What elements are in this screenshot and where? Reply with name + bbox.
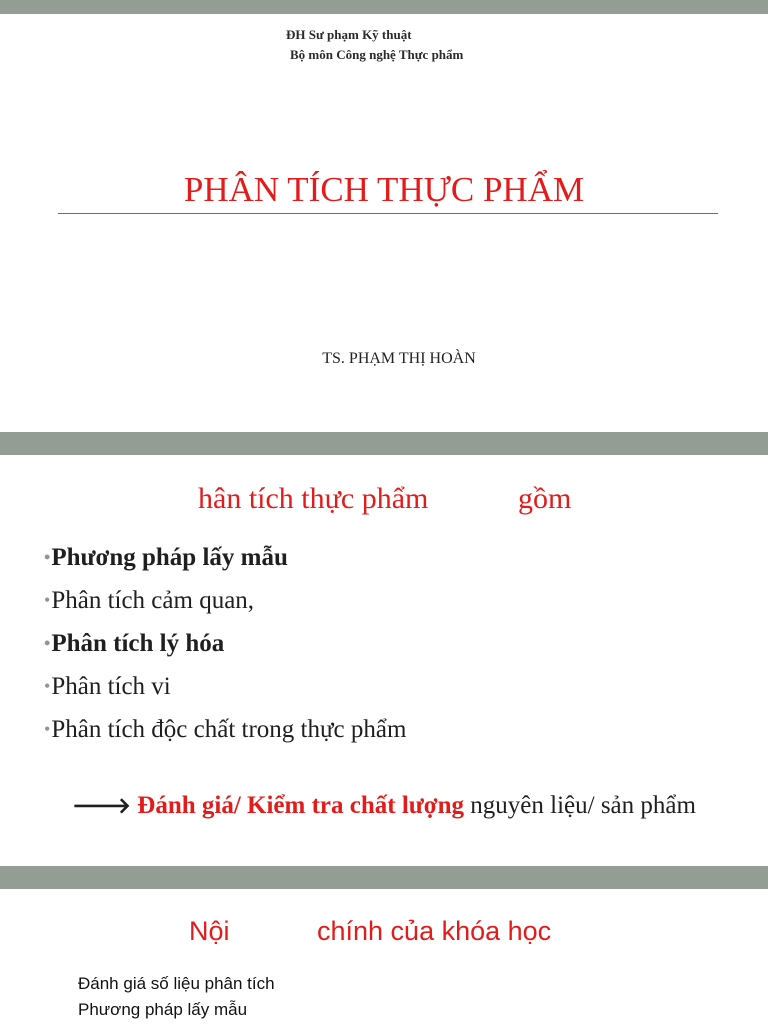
list-item-text: Phân tích độc chất trong thực phẩm	[51, 716, 407, 743]
slide-heading-right: gồm	[518, 482, 572, 515]
arrow-right-icon: 🡒	[72, 794, 132, 819]
author-name: TS. PHẠM THỊ HOÀN	[322, 350, 476, 367]
list-item	[44, 537, 406, 580]
conclusion-rest: nguyên liệu/ sản phẩm	[470, 792, 696, 819]
conclusion-text	[0, 789, 768, 824]
list-item-text: Phân tích cảm quan,	[51, 587, 255, 614]
list-item-text: Phân tích lý hóa	[51, 630, 225, 657]
department-name: Bộ môn Công nghệ Thực phẩm	[290, 47, 464, 62]
list-item-text: Phân tích vi	[51, 673, 171, 700]
bullet-icon: •	[44, 633, 51, 653]
conclusion-emphasis: Đánh giá/ Kiểm tra chất lượng	[137, 792, 465, 819]
list-item-text: Phương pháp lấy mẫu	[51, 544, 288, 571]
bullet-icon: •	[44, 676, 51, 696]
bullet-icon: •	[44, 590, 51, 610]
list-item	[44, 709, 406, 752]
bullet-icon: •	[44, 719, 51, 739]
list-item	[44, 623, 406, 666]
list-item: Đánh giá số liệu phân tích	[78, 974, 275, 993]
slide-separator-1	[0, 432, 768, 455]
list-item: Phương pháp lấy mẫu	[78, 1000, 248, 1019]
slide-overview[interactable]	[0, 455, 768, 866]
slide-heading-left: Nội	[189, 916, 230, 946]
slide-heading-right: chính của khóa học	[317, 916, 552, 946]
slide-heading-left: hân tích thực phẩm	[198, 482, 429, 515]
slide-title[interactable]	[0, 14, 768, 432]
slide-separator-top	[0, 0, 768, 14]
title-underline	[58, 213, 718, 214]
bullet-icon: •	[44, 547, 51, 567]
slide-course-content[interactable]	[0, 889, 768, 1024]
course-topic-list	[78, 971, 275, 1023]
university-name: ĐH Sư phạm Kỹ thuật	[286, 27, 412, 42]
slide-separator-2	[0, 866, 768, 889]
list-item	[44, 580, 406, 623]
topic-list	[44, 537, 406, 752]
presentation-title: PHÂN TÍCH THỰC PHẨM	[183, 170, 585, 209]
list-item	[44, 666, 406, 709]
